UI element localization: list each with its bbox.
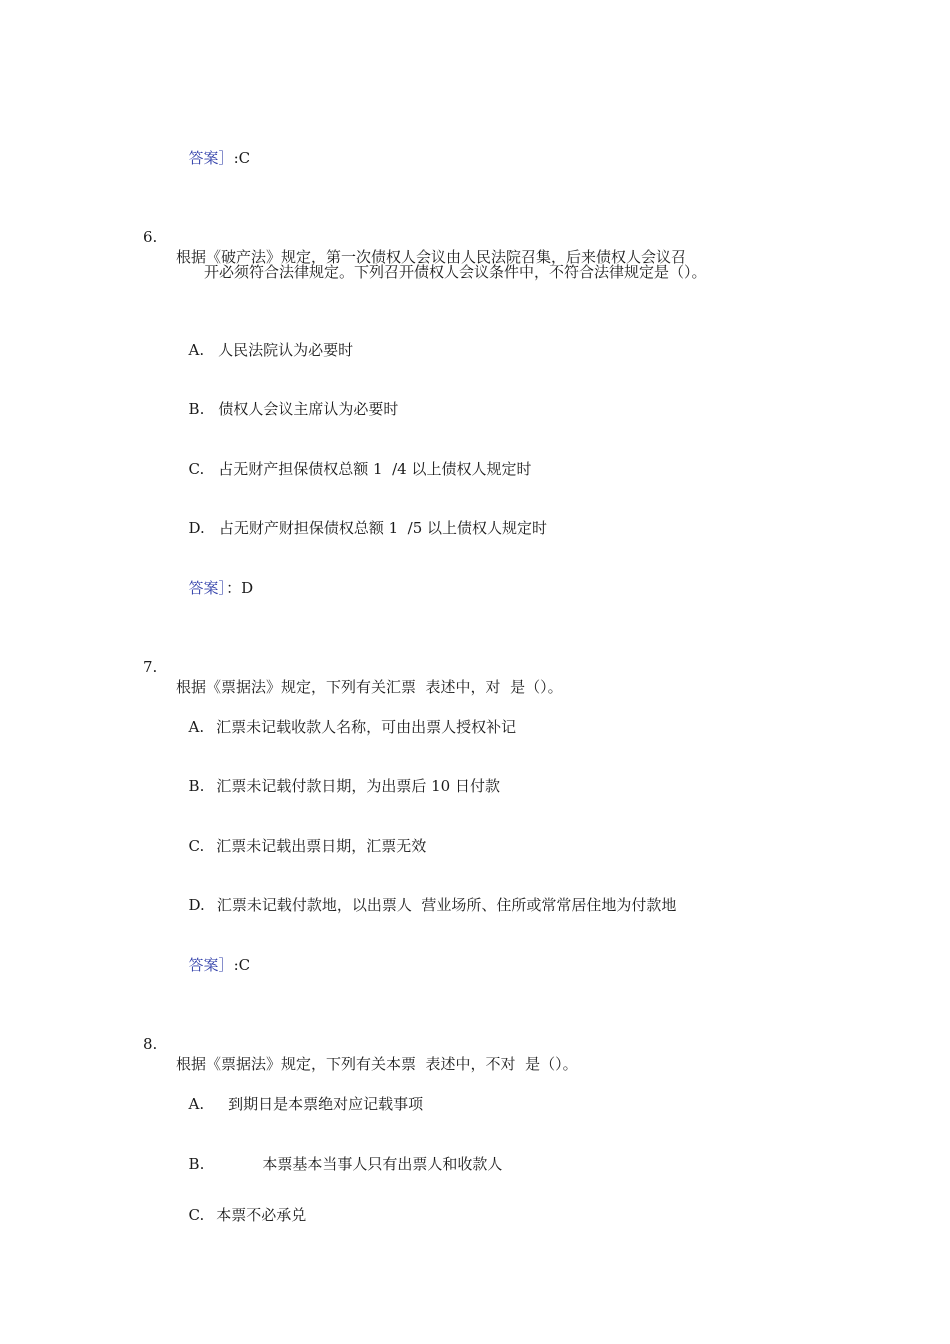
option-text: 本票基本当事人只有出票人和收款人 [262,1155,503,1173]
answer-6 [179,558,253,598]
answer-label: 答案］ [188,956,234,974]
option-letter: A. [188,1095,205,1113]
question-7-stem [0,637,950,697]
option-b [179,379,398,419]
question-number: 7. [143,658,158,676]
question-stem: 根据《破产法》规定，第一次债权人会议由人民法院召集，后来债权人会议召 [176,248,687,266]
option-text: 人民法院认为必要时 [218,341,354,359]
option-d [179,875,676,915]
answer-label: 答案］ [188,579,227,597]
answer-5 [179,128,250,168]
answer-7 [179,935,250,975]
option-b [179,1134,502,1174]
option-text: 本票不必承兑 [216,1206,307,1224]
answer-separator: : [233,149,239,167]
option-letter: B. [188,777,205,795]
option-letter: B. [188,1155,205,1173]
option-letter: C. [188,460,205,478]
option-letter: A. [188,718,205,736]
question-number: 6. [143,228,158,246]
question-stem: 根据《票据法》规定，下列有关汇票 表述中，对 是（）。 [176,678,563,696]
question-stem: 根据《票据法》规定，下列有关本票 表述中，不对 是（）。 [176,1055,578,1073]
option-text: 到期日是本票绝对应记载事项 [228,1095,424,1113]
option-text: 汇票未记载收款人名称，可由出票人授权补记 [216,718,517,736]
option-text: 占无财产财担保债权总额 1 /5 以上债权人规定时 [218,519,548,537]
option-letter: C. [188,837,205,855]
answer-separator: ： [226,579,242,597]
option-letter: A. [188,341,205,359]
question-6-stem-line2: 开必须符合法律规定。下列召开债权人会议条件中，不符合法律规定是（）。 [204,263,707,281]
option-d [179,498,547,538]
answer-value: D [241,579,254,597]
option-text: 占无财产担保债权总额 1 /4 以上债权人规定时 [218,460,532,478]
option-text: 汇票未记载出票日期，汇票无效 [216,837,427,855]
option-c [179,816,426,856]
answer-value: C [238,956,251,974]
option-letter: B. [188,400,205,418]
option-c [179,439,531,479]
question-8-stem [0,1014,950,1074]
option-text: 汇票未记载付款地，以出票人 营业场所、住所或常常居住地为付款地 [216,896,677,914]
option-letter: D. [188,519,205,537]
answer-value: C [238,149,251,167]
question-number: 8. [143,1035,158,1053]
question-6-stem-line1 [0,207,950,267]
answer-separator: : [233,956,239,974]
answer-label: 答案］ [188,149,234,167]
option-text: 汇票未记载付款日期，为出票后 10 日付款 [216,777,500,795]
option-c [179,1185,306,1225]
option-b [179,756,500,796]
option-a [179,697,516,737]
option-letter: C. [188,1206,205,1224]
option-a [179,1074,423,1114]
option-letter: D. [188,896,205,914]
option-text: 债权人会议主席认为必要时 [218,400,399,418]
option-a [179,320,353,360]
